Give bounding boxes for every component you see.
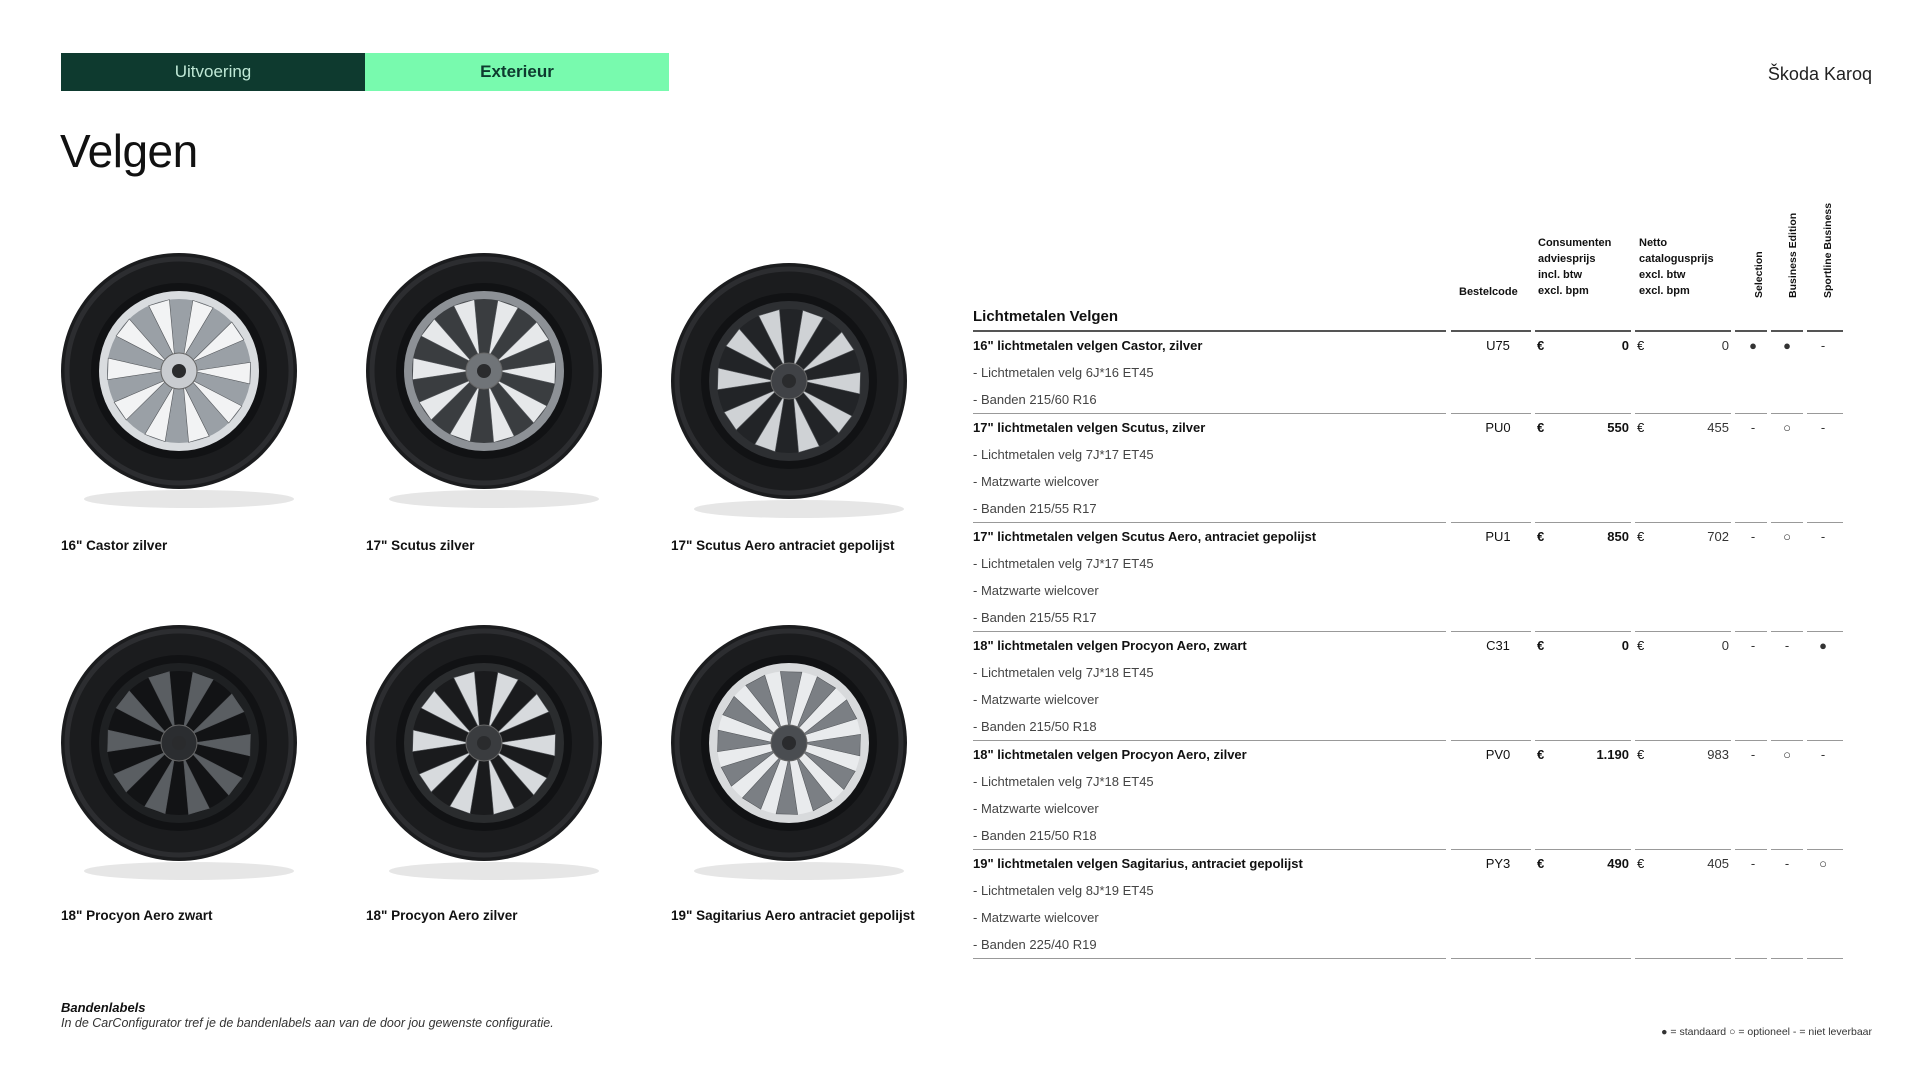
wheel-caption: 17" Scutus zilver xyxy=(366,538,475,553)
header-consumer-price: Consumenten adviesprijs incl. btw excl. bpm xyxy=(1538,237,1612,297)
row-detail-line xyxy=(973,686,1843,713)
currency-symbol: € xyxy=(1637,338,1645,353)
row-detail-line xyxy=(973,359,1843,386)
brand-label: Škoda Karoq xyxy=(1767,64,1872,84)
row-detail: - Banden 215/50 R18 xyxy=(973,828,1097,843)
wheel-image xyxy=(61,618,311,868)
price-table xyxy=(973,190,1843,959)
page-title: Velgen xyxy=(60,125,198,177)
row-detail-line xyxy=(973,577,1843,604)
wheel-image xyxy=(366,246,616,496)
availability-mark: ● xyxy=(1783,338,1791,353)
row-detail-line xyxy=(973,386,1843,413)
row-main-line xyxy=(973,523,1843,550)
row-main-line xyxy=(973,850,1843,877)
tab-exterieur[interactable]: Exterieur xyxy=(365,53,669,91)
table-row xyxy=(973,632,1843,741)
row-main-line xyxy=(973,414,1843,441)
wheel-card xyxy=(671,256,951,553)
row-detail-line xyxy=(973,795,1843,822)
row-detail-line xyxy=(973,604,1843,631)
row-detail: - Banden 215/55 R17 xyxy=(973,501,1097,516)
row-detail: - Lichtmetalen velg 6J*16 ET45 xyxy=(973,365,1154,380)
row-detail-line xyxy=(973,904,1843,931)
currency-symbol: € xyxy=(1537,420,1545,435)
footer-title: Bandenlabels xyxy=(61,1000,146,1015)
availability-mark: ● xyxy=(1749,338,1757,353)
wheel-image xyxy=(671,256,921,506)
wheel-caption: 19" Sagitarius Aero antraciet gepolijst xyxy=(671,908,915,923)
row-detail-line xyxy=(973,441,1843,468)
row-detail: - Matzwarte wielcover xyxy=(973,474,1099,489)
row-name: 18" lichtmetalen velgen Procyon Aero, zwart xyxy=(973,638,1247,653)
row-detail: - Matzwarte wielcover xyxy=(973,692,1099,707)
row-detail-line xyxy=(973,659,1843,686)
row-consumer-price: 550 xyxy=(1607,420,1629,435)
section-title: Lichtmetalen Velgen xyxy=(973,308,1119,325)
header-sportline-business: Sportline Business xyxy=(1822,202,1834,298)
currency-symbol: € xyxy=(1637,856,1645,871)
wheel-caption: 16" Castor zilver xyxy=(61,538,168,553)
row-detail-line xyxy=(973,495,1843,522)
row-code: PU0 xyxy=(1485,420,1511,435)
row-detail: - Banden 215/50 R18 xyxy=(973,719,1097,734)
wheel-image xyxy=(671,618,921,868)
availability-mark: - xyxy=(1784,856,1790,871)
availability-mark: ○ xyxy=(1783,529,1791,544)
availability-mark: - xyxy=(1750,856,1756,871)
header-net-price: Netto catalogusprijs excl. btw excl. bpm xyxy=(1639,237,1714,297)
row-net-price: 455 xyxy=(1707,420,1729,435)
row-net-price: 702 xyxy=(1707,529,1729,544)
currency-symbol: € xyxy=(1537,529,1545,544)
row-consumer-price: 1.190 xyxy=(1596,747,1629,762)
availability-mark: - xyxy=(1820,338,1826,353)
row-detail: - Banden 215/55 R17 xyxy=(973,610,1097,625)
header-selection: Selection xyxy=(1753,251,1765,298)
row-consumer-price: 0 xyxy=(1621,638,1629,653)
wheel-card xyxy=(671,618,951,923)
row-detail: - Lichtmetalen velg 8J*19 ET45 xyxy=(973,883,1154,898)
row-name: 17" lichtmetalen velgen Scutus Aero, antraciet gepolijst xyxy=(973,529,1317,544)
row-detail: - Matzwarte wielcover xyxy=(973,583,1099,598)
row-consumer-price: 490 xyxy=(1607,856,1629,871)
availability-mark: - xyxy=(1820,747,1826,762)
row-detail-line xyxy=(973,822,1843,849)
row-divider xyxy=(973,958,1843,959)
wheel-card xyxy=(366,246,646,553)
row-detail: - Matzwarte wielcover xyxy=(973,910,1099,925)
row-net-price: 0 xyxy=(1721,338,1729,353)
row-detail-line xyxy=(973,931,1843,958)
row-detail: - Banden 215/60 R16 xyxy=(973,392,1097,407)
header-bestelcode: Bestelcode xyxy=(1459,286,1518,298)
row-consumer-price: 850 xyxy=(1607,529,1629,544)
currency-symbol: € xyxy=(1537,638,1545,653)
row-code: U75 xyxy=(1486,338,1510,353)
row-detail-line xyxy=(973,713,1843,740)
tab-uitvoering[interactable]: Uitvoering xyxy=(61,53,365,91)
availability-mark: - xyxy=(1750,638,1756,653)
row-main-line xyxy=(973,741,1843,768)
table-row xyxy=(973,414,1843,523)
availability-mark: - xyxy=(1820,420,1826,435)
wheel-caption: 18" Procyon Aero zwart xyxy=(61,908,213,923)
row-consumer-price: 0 xyxy=(1621,338,1629,353)
wheel-caption: 18" Procyon Aero zilver xyxy=(366,908,518,923)
availability-mark: ○ xyxy=(1819,856,1827,871)
row-detail-line xyxy=(973,768,1843,795)
availability-mark: - xyxy=(1784,638,1790,653)
table-row xyxy=(973,850,1843,959)
row-net-price: 0 xyxy=(1721,638,1729,653)
row-detail-line xyxy=(973,468,1843,495)
currency-symbol: € xyxy=(1637,420,1645,435)
row-name: 18" lichtmetalen velgen Procyon Aero, zilver xyxy=(973,747,1247,762)
availability-mark: ● xyxy=(1819,638,1827,653)
currency-symbol: € xyxy=(1537,856,1545,871)
row-name: 17" lichtmetalen velgen Scutus, zilver xyxy=(973,420,1206,435)
row-detail: - Matzwarte wielcover xyxy=(973,801,1099,816)
legend: ● = standaard ○ = optioneel - = niet leverbaar xyxy=(1661,1026,1872,1038)
currency-symbol: € xyxy=(1637,529,1645,544)
footer-text: In de CarConfigurator tref je de bandenlabels aan van de door jou gewenste configuratie. xyxy=(61,1016,554,1030)
table-row xyxy=(973,332,1843,414)
row-net-price: 983 xyxy=(1707,747,1729,762)
row-code: PU1 xyxy=(1485,529,1511,544)
row-detail: - Lichtmetalen velg 7J*18 ET45 xyxy=(973,665,1154,680)
availability-mark: - xyxy=(1750,747,1756,762)
availability-mark: - xyxy=(1750,529,1756,544)
currency-symbol: € xyxy=(1537,338,1545,353)
row-name: 16" lichtmetalen velgen Castor, zilver xyxy=(973,338,1203,353)
row-name: 19" lichtmetalen velgen Sagitarius, antraciet gepolijst xyxy=(973,856,1303,871)
table-row xyxy=(973,741,1843,850)
wheel-image xyxy=(61,246,311,496)
row-code: PV0 xyxy=(1485,747,1511,762)
row-code: PY3 xyxy=(1485,856,1511,871)
row-detail-line xyxy=(973,877,1843,904)
wheel-caption: 17" Scutus Aero antraciet gepolijst xyxy=(671,538,895,553)
row-detail: - Lichtmetalen velg 7J*17 ET45 xyxy=(973,556,1154,571)
currency-symbol: € xyxy=(1537,747,1545,762)
table-row xyxy=(973,523,1843,632)
wheel-card xyxy=(61,246,341,553)
header-business-edition: Business Edition xyxy=(1787,212,1799,298)
currency-symbol: € xyxy=(1637,638,1645,653)
currency-symbol: € xyxy=(1637,747,1645,762)
row-detail: - Lichtmetalen velg 7J*18 ET45 xyxy=(973,774,1154,789)
availability-mark: - xyxy=(1750,420,1756,435)
wheel-card xyxy=(366,618,646,923)
row-net-price: 405 xyxy=(1707,856,1729,871)
wheel-card xyxy=(61,618,341,923)
table-body xyxy=(973,332,1843,959)
row-detail: - Banden 225/40 R19 xyxy=(973,937,1097,952)
row-code: C31 xyxy=(1486,638,1510,653)
row-main-line xyxy=(973,632,1843,659)
row-detail: - Lichtmetalen velg 7J*17 ET45 xyxy=(973,447,1154,462)
wheel-image xyxy=(366,618,616,868)
availability-mark: - xyxy=(1820,529,1826,544)
table-header xyxy=(973,190,1843,330)
tab-bar xyxy=(61,53,669,91)
row-detail-line xyxy=(973,550,1843,577)
row-main-line xyxy=(973,332,1843,359)
availability-mark: ○ xyxy=(1783,420,1791,435)
availability-mark: ○ xyxy=(1783,747,1791,762)
